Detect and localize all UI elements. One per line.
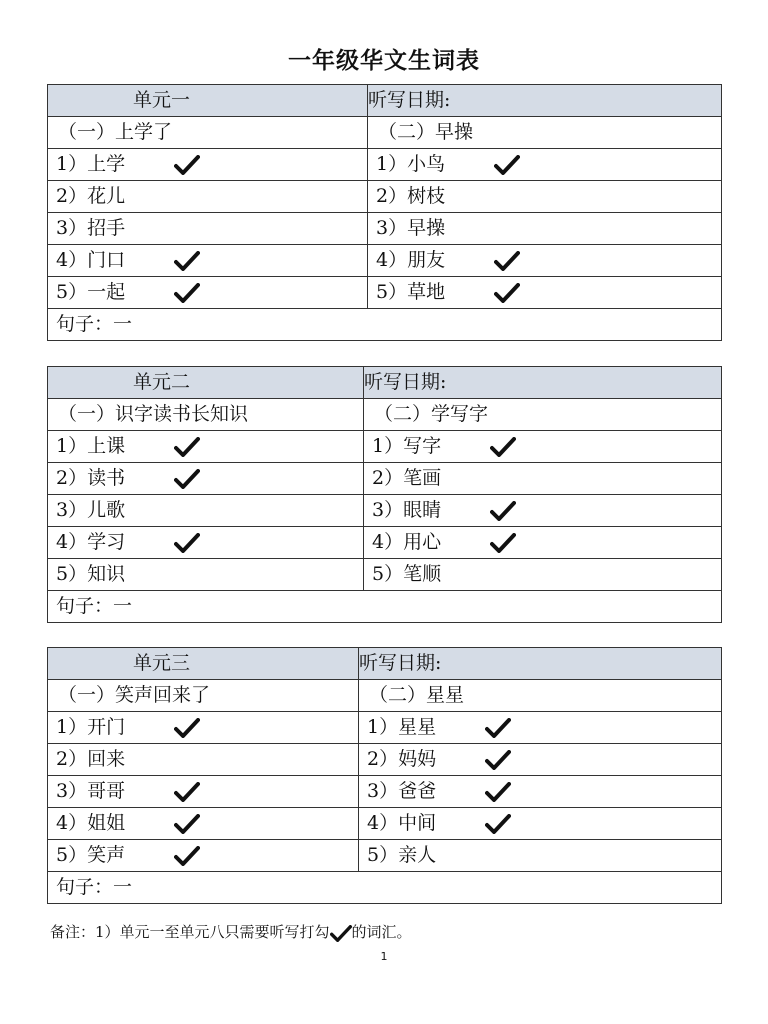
vocab-word: 4）学习 [56,530,126,553]
unit-name: 单元二 [48,367,364,399]
word-cell-right [364,431,722,463]
word-row [48,431,722,463]
word-cell-left [48,149,368,181]
word-cell-left [48,181,368,213]
lesson-title-right: （二）早操 [368,117,722,149]
lesson-row [48,117,722,149]
vocab-word: 3）哥哥 [56,779,126,802]
word-cell-left [48,840,359,872]
word-cell-right [364,527,722,559]
unit-table-1 [47,84,722,341]
vocab-word: 5）笑声 [56,843,126,866]
word-row [48,181,722,213]
vocab-word: 4）中间 [367,811,437,834]
word-cell-right [368,245,722,277]
vocab-word: 3）爸爸 [367,779,437,802]
word-row [48,495,722,527]
word-row [48,744,722,776]
checkmark-icon [490,437,516,457]
unit-name: 单元一 [48,85,368,117]
dictation-date-label: 听写日期: [359,648,722,680]
footnote-text-before: 备注：1）单元一至单元八只需要听写打勾 [50,923,330,941]
checkmark-icon [174,782,200,802]
lesson-title-right: （二）学写字 [364,399,722,431]
footnote-text-after: 的词汇。 [351,923,412,941]
vocab-word: 3）眼睛 [372,498,442,521]
word-cell-right [364,495,722,527]
unit-table-3 [47,647,722,904]
vocab-word: 2）回来 [56,748,126,770]
vocab-word: 1）星星 [367,715,437,738]
checkmark-icon [174,437,200,457]
word-cell-right [359,712,722,744]
lesson-title-left: （一）识字读书长知识 [48,399,364,431]
lesson-row [48,399,722,431]
unit-header-row [48,85,722,117]
checkmark-icon [490,533,516,553]
checkmark-icon [494,283,520,303]
vocab-word: 4）朋友 [376,248,446,271]
dictation-date-label: 听写日期: [364,367,722,399]
vocab-word: 2）树枝 [376,185,446,207]
lesson-title-left: （一）上学了 [48,117,368,149]
page-title: 一年级华文生词表 [288,48,480,74]
word-cell-left [48,495,364,527]
checkmark-icon [494,251,520,271]
word-cell-right [359,840,722,872]
word-cell-left [48,808,359,840]
checkmark-icon [174,251,200,271]
dictation-date-label: 听写日期: [368,85,722,117]
vocab-word: 4）门口 [56,248,126,271]
checkmark-icon [174,814,200,834]
word-cell-right [368,213,722,245]
word-cell-left [48,277,368,309]
lesson-title-right: （二）星星 [359,680,722,712]
word-cell-right [368,149,722,181]
checkmark-icon [174,469,200,489]
vocab-word: 1）上学 [56,152,126,175]
checkmark-icon [485,750,511,770]
sentence-row [48,872,722,904]
unit-header-row [48,367,722,399]
vocab-word: 3）儿歌 [56,499,126,521]
vocab-word: 5）知识 [56,563,126,585]
checkmark-icon [174,533,200,553]
checkmark-icon [174,846,200,866]
unit-name: 单元三 [48,648,359,680]
vocab-word: 2）笔画 [372,467,442,489]
checkmark-icon [485,814,511,834]
checkmark-icon [485,718,511,738]
word-row [48,149,722,181]
word-cell-right [359,808,722,840]
page-number: 1 [380,950,388,963]
sentence-label: 句子：一 [48,872,722,904]
checkmark-icon [485,782,511,802]
vocab-word: 5）草地 [376,280,446,303]
word-cell-left [48,245,368,277]
vocab-word: 1）上课 [56,434,126,457]
word-cell-right [368,181,722,213]
sentence-row [48,591,722,623]
word-row [48,559,722,591]
word-cell-right [368,277,722,309]
sentence-row [48,309,722,341]
checkmark-icon [330,925,352,942]
vocab-word: 2）花儿 [56,185,126,207]
word-cell-right [359,776,722,808]
word-cell-left [48,431,364,463]
word-row [48,527,722,559]
checkmark-icon [174,718,200,738]
vocab-word: 2）读书 [56,466,126,489]
word-row [48,213,722,245]
word-row [48,277,722,309]
sentence-label: 句子：一 [48,309,722,341]
word-cell-left [48,463,364,495]
word-cell-left [48,776,359,808]
word-cell-left [48,213,368,245]
word-row [48,808,722,840]
word-row [48,712,722,744]
vocab-word: 1）写字 [372,434,442,457]
vocab-word: 4）姐姐 [56,811,126,834]
checkmark-icon [174,283,200,303]
vocab-word: 4）用心 [372,530,442,553]
word-row [48,245,722,277]
word-row [48,840,722,872]
checkmark-icon [174,155,200,175]
vocab-word: 2）妈妈 [367,747,437,770]
vocab-word: 1）开门 [56,715,126,738]
vocab-word: 1）小鸟 [376,152,446,175]
sentence-label: 句子：一 [48,591,722,623]
word-cell-right [364,463,722,495]
checkmark-icon [494,155,520,175]
word-cell-left [48,712,359,744]
word-cell-left [48,527,364,559]
word-cell-right [364,559,722,591]
word-row [48,463,722,495]
lesson-row [48,680,722,712]
checkmark-icon [490,501,516,521]
word-cell-left [48,559,364,591]
vocab-word: 5）笔顺 [372,563,442,585]
unit-table-2 [47,366,722,623]
footnote [50,921,412,942]
word-cell-right [359,744,722,776]
word-cell-left [48,744,359,776]
unit-header-row [48,648,722,680]
vocab-word: 3）招手 [56,217,126,239]
vocab-word: 3）早操 [376,217,446,239]
vocab-word: 5）亲人 [367,844,437,866]
lesson-title-left: （一）笑声回来了 [48,680,359,712]
vocab-word: 5）一起 [56,280,126,303]
word-row [48,776,722,808]
